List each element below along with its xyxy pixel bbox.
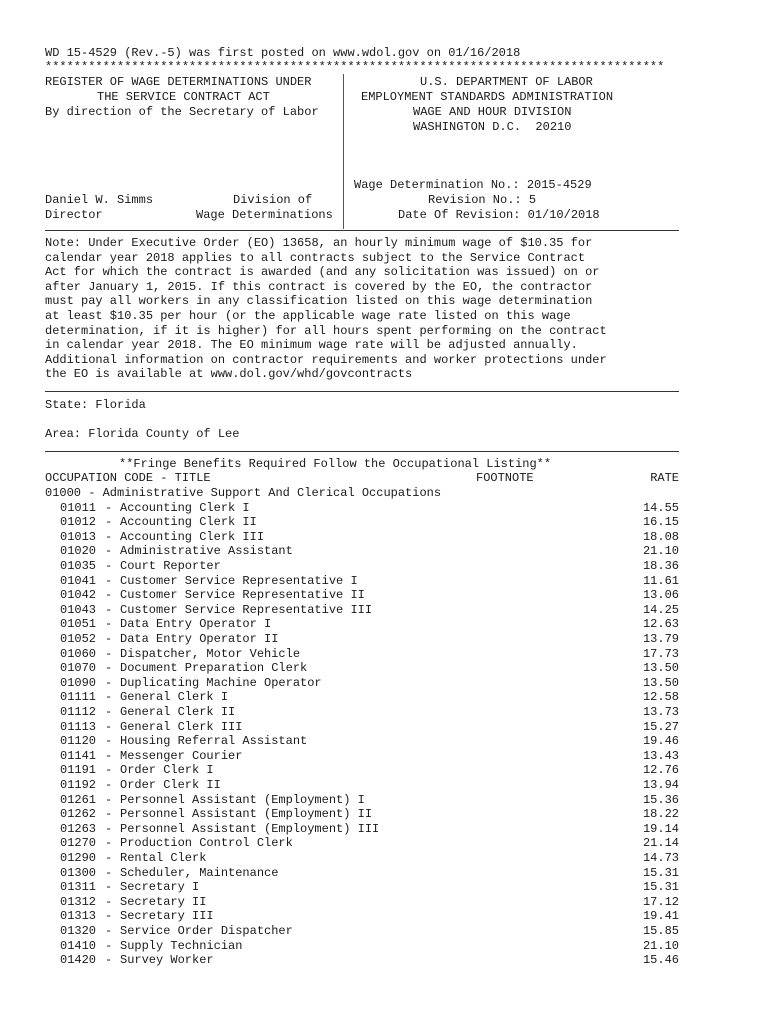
occupation-title: Housing Referral Assistant: [120, 734, 308, 749]
occupation-title: Order Clerk I: [120, 763, 214, 778]
code-title-separator: -: [105, 690, 113, 705]
note-line: determination, if it is higher) for all hours spent performing on the contract: [45, 323, 607, 338]
occupation-title: Customer Service Representative II: [120, 588, 365, 603]
occupation-row: [45, 793, 679, 808]
occupation-code: 01120: [60, 734, 97, 749]
code-title-separator: -: [105, 515, 113, 530]
occupation-title: Document Preparation Clerk: [120, 661, 308, 676]
occupation-rate: 18.22: [642, 807, 679, 822]
occupation-rate: 18.36: [642, 559, 679, 573]
occupation-rate: 19.14: [642, 821, 679, 836]
occupation-row: [45, 778, 679, 793]
occupation-title: Personnel Assistant (Employment) II: [120, 807, 373, 822]
occupation-title: Survey Worker: [120, 953, 214, 968]
occupation-rate: 11.61: [642, 573, 679, 588]
area-line: Area: Florida County of Lee: [45, 427, 240, 441]
code-title-separator: -: [105, 573, 113, 588]
code-title-separator: -: [105, 938, 113, 953]
occupation-title: General Clerk II: [120, 705, 236, 719]
occupation-code: 01042: [60, 588, 97, 603]
occupation-code: 01113: [60, 719, 97, 734]
occupation-rate: 21.10: [642, 544, 679, 559]
occupation-rate: 13.43: [642, 748, 679, 763]
code-title-separator: -: [105, 646, 113, 661]
occupation-row: [45, 924, 679, 939]
occupation-rate: 16.15: [642, 515, 679, 530]
occupation-code: 01311: [60, 880, 97, 895]
administration-name: EMPLOYMENT STANDARDS ADMINISTRATION: [361, 90, 614, 104]
occupation-rate: 13.50: [642, 675, 679, 690]
occupation-row: [45, 617, 679, 632]
signer-title: Director: [45, 208, 103, 222]
division-line2: Wage Determinations: [196, 208, 333, 222]
occupation-title: General Clerk III: [120, 719, 243, 734]
occupation-rate: 12.63: [642, 617, 679, 632]
state-line: State: Florida: [45, 398, 146, 412]
occupation-row: [45, 939, 679, 954]
code-title-separator: -: [105, 748, 113, 763]
occupation-row: [45, 763, 679, 778]
code-title-separator: -: [105, 602, 113, 617]
code-title-separator: -: [105, 924, 113, 938]
occupation-row: [45, 574, 679, 589]
division-line1: Division of: [233, 193, 313, 207]
occupation-code: 01320: [60, 924, 97, 938]
header-column-divider: [343, 74, 344, 229]
code-title-separator: -: [105, 675, 113, 690]
code-title-separator: -: [105, 705, 113, 719]
occupation-row: [45, 880, 679, 895]
occupation-title: Customer Service Representative III: [120, 602, 373, 617]
occupation-rate: 13.79: [642, 632, 679, 646]
occupation-rate: 13.73: [642, 705, 679, 719]
occupation-row: [45, 603, 679, 618]
occupation-title: Customer Service Representative I: [120, 573, 358, 588]
note-line: Note: Under Executive Order (EO) 13658, an hourly minimum wage of $10.35 for: [45, 236, 593, 250]
occupation-rate: 15.31: [642, 865, 679, 880]
note-line: the EO is available at www.dol.gov/whd/govcontracts: [45, 367, 413, 382]
occupation-title: Secretary III: [120, 909, 214, 924]
occupation-title: Supply Technician: [120, 938, 243, 953]
occupation-code: 01013: [60, 529, 97, 544]
code-title-separator: -: [105, 894, 113, 909]
occupation-row: [45, 836, 679, 851]
occupation-title: Court Reporter: [120, 559, 221, 573]
occupation-title: Personnel Assistant (Employment) III: [120, 821, 380, 836]
header-rule: [45, 230, 679, 231]
occupation-group-heading: 01000 - Administrative Support And Clerical Occupations: [45, 486, 442, 500]
occupation-row: [45, 822, 679, 837]
column-header-code-title: OCCUPATION CODE - TITLE: [45, 471, 211, 485]
occupation-row: [45, 559, 679, 574]
star-divider: **************************************************************************************: [45, 60, 665, 74]
occupation-row: [45, 690, 679, 705]
note-line: calendar year 2018 applies to all contracts subject to the Service Contract: [45, 250, 586, 265]
occupation-row: [45, 588, 679, 603]
code-title-separator: -: [105, 632, 113, 646]
fringe-benefits-note: **Fringe Benefits Required Follow the Occupational Listing**: [119, 457, 552, 471]
occupation-row: [45, 851, 679, 866]
code-title-separator: -: [105, 588, 113, 603]
occupation-row: [45, 676, 679, 691]
occupation-code: 01111: [60, 690, 97, 705]
occupation-rate: 12.76: [642, 763, 679, 778]
note-line: must pay all workers in any classification listed on this wage determination: [45, 294, 593, 309]
occupation-rate: 15.31: [642, 880, 679, 895]
occupation-rate: 14.55: [642, 500, 679, 515]
code-title-separator: -: [105, 778, 113, 792]
area-rule: [45, 451, 679, 452]
occupation-title: Service Order Dispatcher: [120, 924, 293, 938]
occupation-row: [45, 632, 679, 647]
code-title-separator: -: [105, 836, 113, 851]
occupation-title: Messenger Courier: [120, 748, 243, 763]
occupation-rate: 21.10: [642, 938, 679, 953]
occupation-code: 01020: [60, 544, 97, 559]
revision-date: Date Of Revision: 01/10/2018: [398, 208, 600, 222]
occupation-rate: 17.73: [642, 646, 679, 661]
posted-line: WD 15-4529 (Rev.-5) was first posted on www.wdol.gov on 01/16/2018: [45, 46, 521, 60]
code-title-separator: -: [105, 763, 113, 778]
occupation-rate: 13.06: [642, 588, 679, 603]
occupation-rate: 17.12: [642, 894, 679, 909]
note-line: Additional information on contractor requirements and worker protections under: [45, 352, 607, 367]
occupation-code: 01270: [60, 836, 97, 851]
occupation-code: 01070: [60, 661, 97, 676]
occupation-row: [45, 647, 679, 662]
note-line: at least $10.35 per hour (or the applicable wage rate listed on this wage: [45, 309, 571, 323]
occupation-title: Secretary I: [120, 880, 200, 895]
occupation-code: 01420: [60, 953, 97, 968]
code-title-separator: -: [105, 617, 113, 632]
occupation-rate: 12.58: [642, 690, 679, 705]
occupation-code: 01312: [60, 894, 97, 909]
occupation-row: [45, 661, 679, 676]
note-line: after January 1, 2015. If this contract is covered by the EO, the contractor: [45, 279, 593, 294]
occupation-code: 01313: [60, 909, 97, 924]
occupation-code: 01090: [60, 675, 97, 690]
occupation-rate: 19.46: [642, 734, 679, 749]
occupation-row: [45, 909, 679, 924]
occupation-rate: 21.14: [642, 836, 679, 851]
revision-number: Revision No.: 5: [428, 193, 537, 207]
code-title-separator: -: [105, 661, 113, 676]
department-address: WASHINGTON D.C. 20210: [413, 120, 572, 134]
occupation-code: 01261: [60, 792, 97, 807]
occupation-rate: 14.25: [642, 602, 679, 617]
code-title-separator: -: [105, 821, 113, 836]
occupation-rate: 15.85: [642, 924, 679, 938]
code-title-separator: -: [105, 734, 113, 749]
occupation-code: 01263: [60, 821, 97, 836]
occupation-rate: 13.50: [642, 661, 679, 676]
occupation-row: [45, 705, 679, 720]
occupation-rate: 15.36: [642, 792, 679, 807]
note-line: in calendar year 2018. The EO minimum wage rate will be adjusted annually.: [45, 338, 578, 353]
code-title-separator: -: [105, 719, 113, 734]
occupation-rate: 18.08: [642, 529, 679, 544]
code-title-separator: -: [105, 559, 113, 573]
occupation-title: Duplicating Machine Operator: [120, 675, 322, 690]
occupation-row: [45, 895, 679, 910]
note-rule: [45, 391, 679, 392]
occupation-title: Secretary II: [120, 894, 207, 909]
register-heading-line1: REGISTER OF WAGE DETERMINATIONS UNDER: [45, 75, 312, 89]
occupation-rate: 14.73: [642, 851, 679, 865]
occupation-row: [45, 544, 679, 559]
occupation-code: 01011: [60, 500, 97, 515]
code-title-separator: -: [105, 851, 113, 865]
occupation-rate: 19.41: [642, 909, 679, 924]
occupation-title: Accounting Clerk I: [120, 500, 250, 515]
code-title-separator: -: [105, 953, 113, 968]
occupation-rate: 15.27: [642, 719, 679, 734]
occupation-row: [45, 515, 679, 530]
code-title-separator: -: [105, 500, 113, 515]
note-line: Act for which the contract is awarded (and any solicitation was issued) on or: [45, 265, 600, 280]
occupation-code: 01192: [60, 778, 97, 792]
occupation-title: Dispatcher, Motor Vehicle: [120, 646, 301, 661]
occupation-code: 01060: [60, 646, 97, 661]
occupation-code: 01052: [60, 632, 97, 646]
occupation-code: 01041: [60, 573, 97, 588]
occupation-row: [45, 749, 679, 764]
occupation-code: 01262: [60, 807, 97, 822]
occupation-code: 01410: [60, 938, 97, 953]
signer-name: Daniel W. Simms: [45, 193, 154, 207]
occupation-row: [45, 501, 679, 516]
occupation-title: Data Entry Operator I: [120, 617, 272, 632]
occupation-code: 01112: [60, 705, 97, 719]
wage-determination-number: Wage Determination No.: 2015-4529: [354, 178, 592, 192]
occupation-title: Data Entry Operator II: [120, 632, 279, 646]
occupation-row: [45, 953, 679, 968]
department-name: U.S. DEPARTMENT OF LABOR: [420, 75, 593, 89]
occupation-code: 01035: [60, 559, 97, 573]
code-title-separator: -: [105, 529, 113, 544]
occupation-rate: 15.46: [642, 953, 679, 968]
occupation-title: Scheduler, Maintenance: [120, 865, 279, 880]
occupation-title: General Clerk I: [120, 690, 229, 705]
occupation-rate: 13.94: [642, 778, 679, 792]
occupation-row: [45, 807, 679, 822]
occupation-code: 01043: [60, 602, 97, 617]
column-header-footnote: FOOTNOTE: [476, 471, 534, 485]
column-header-rate: RATE: [650, 471, 679, 485]
code-title-separator: -: [105, 807, 113, 822]
occupation-title: Rental Clerk: [120, 851, 207, 865]
occupation-title: Personnel Assistant (Employment) I: [120, 792, 365, 807]
division-name: WAGE AND HOUR DIVISION: [413, 105, 572, 119]
listing-column-headers: [45, 471, 679, 486]
code-title-separator: -: [105, 909, 113, 924]
occupation-title: Production Control Clerk: [120, 836, 293, 851]
occupation-code: 01012: [60, 515, 97, 530]
occupation-row: [45, 530, 679, 545]
occupation-code: 01300: [60, 865, 97, 880]
occupation-title: Accounting Clerk III: [120, 529, 265, 544]
code-title-separator: -: [105, 544, 113, 559]
occupation-code: 01141: [60, 748, 97, 763]
occupation-title: Order Clerk II: [120, 778, 221, 792]
code-title-separator: -: [105, 865, 113, 880]
occupation-code: 01191: [60, 763, 97, 778]
secretary-line: By direction of the Secretary of Labor: [45, 105, 319, 119]
occupation-row: [45, 734, 679, 749]
occupation-row: [45, 866, 679, 881]
occupation-title: Accounting Clerk II: [120, 515, 257, 530]
occupation-code: 01051: [60, 617, 97, 632]
occupation-code: 01290: [60, 851, 97, 865]
code-title-separator: -: [105, 880, 113, 895]
register-heading-line2: THE SERVICE CONTRACT ACT: [97, 90, 270, 104]
occupation-row: [45, 720, 679, 735]
code-title-separator: -: [105, 792, 113, 807]
occupation-title: Administrative Assistant: [120, 544, 293, 559]
